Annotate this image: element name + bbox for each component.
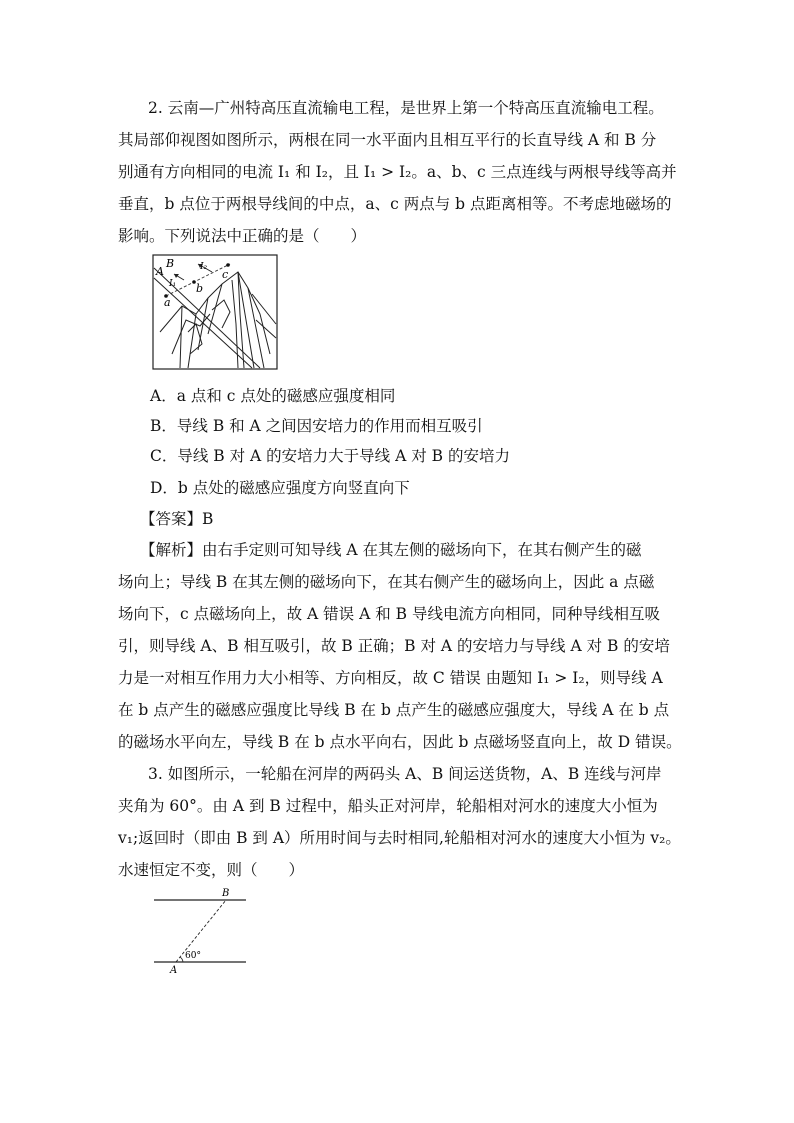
q2-option-d: D．b 点处的磁感应强度方向竖直向下 bbox=[150, 479, 410, 497]
q2-line: 垂直，b 点位于两根导线间的中点，a、c 两点与 b 点距离相等。不考虑地磁场的 bbox=[118, 195, 672, 213]
q3-figure bbox=[150, 886, 250, 976]
q2-label-i2: I₂ bbox=[200, 262, 208, 272]
analysis-line: 在 b 点产生的磁感应强度比导线 B 在 b 点产生的磁感应强度大，导线 A 在 b 点 bbox=[118, 701, 670, 719]
q2-figure bbox=[152, 254, 278, 370]
q3-stem bbox=[118, 758, 681, 886]
q2-option-b: B．导线 B 和 A 之间因安培力的作用而相互吸引 bbox=[150, 417, 483, 435]
q2-answer: 【答案】B bbox=[140, 510, 214, 528]
q2-option-a: A．a 点和 c 点处的磁感应强度相同 bbox=[150, 387, 396, 405]
q3-label-a: A bbox=[170, 965, 178, 976]
q3-line: 水速恒定不变，则（ ） bbox=[118, 861, 305, 879]
q2-line: 影响。下列说法中正确的是（ ） bbox=[118, 227, 367, 245]
q2-line: 2. 云南—广州特高压直流输电工程，是世界上第一个特高压直流输电工程。 bbox=[148, 99, 664, 117]
q2-label-wire-b: B bbox=[166, 257, 175, 270]
analysis-line: 场向上；导线 B 在其左侧的磁场向下，在其右侧产生的磁场向上，因此 a 点磁 bbox=[118, 573, 655, 591]
q2-figure-svg bbox=[152, 254, 278, 370]
q2-line: 其局部仰视图如图所示，两根在同一水平面内且相互平行的长直导线 A 和 B 分 bbox=[118, 131, 657, 149]
q3-label-b: B bbox=[222, 888, 230, 899]
q2-label-wire-a: A bbox=[156, 265, 164, 278]
q2-label-i1: I₁ bbox=[169, 279, 177, 289]
analysis-line: 力是一对相互作用力大小相等、方向相反，故 C 错误 由题知 I₁ > I₂，则导线 A bbox=[118, 669, 663, 687]
analysis-line: 场向下，c 点磁场向上，故 A 错误 A 和 B 导线电流方向相同，同种导线相互吸 bbox=[118, 605, 660, 623]
q2-analysis bbox=[118, 534, 682, 758]
q3-line: 夹角为 60°。由 A 到 B 过程中，船头正对河岸，轮船相对河水的速度大小恒为 bbox=[118, 797, 658, 815]
q2-label-a: a bbox=[164, 296, 171, 309]
q2-line: 别通有方向相同的电流 I₁ 和 I₂，且 I₁ > I₂。a、b、c 三点连线与两根导线等高并 bbox=[118, 163, 677, 181]
q2-option-c: C．导线 B 对 A 的安培力大于导线 A 对 B 的安培力 bbox=[150, 447, 510, 465]
q3-figure-svg bbox=[150, 886, 250, 976]
analysis-line: 【解析】由右手定则可知导线 A 在其左侧的磁场向下，在其右侧产生的磁 bbox=[140, 541, 642, 559]
q3-line: v₁;返回时（即由 B 到 A）所用时间与去时相同,轮船相对河水的速度大小恒为 v₂。 bbox=[118, 829, 681, 847]
q2-label-b: b bbox=[196, 282, 204, 295]
analysis-line: 的磁场水平向左，导线 B 在 b 点水平向右，因此 b 点磁场竖直向上，故 D 错误。 bbox=[118, 733, 682, 751]
analysis-line: 引，则导线 A、B 相互吸引，故 B 正确；B 对 A 的安培力与导线 A 对 B 的安培 bbox=[118, 637, 670, 655]
q3-label-angle: 60° bbox=[185, 951, 201, 961]
q2-label-c: c bbox=[222, 268, 229, 281]
q2-stem bbox=[118, 92, 678, 252]
q3-line: 3. 如图所示，一轮船在河岸的两码头 A、B 间运送货物，A、B 连线与河岸 bbox=[148, 765, 662, 783]
